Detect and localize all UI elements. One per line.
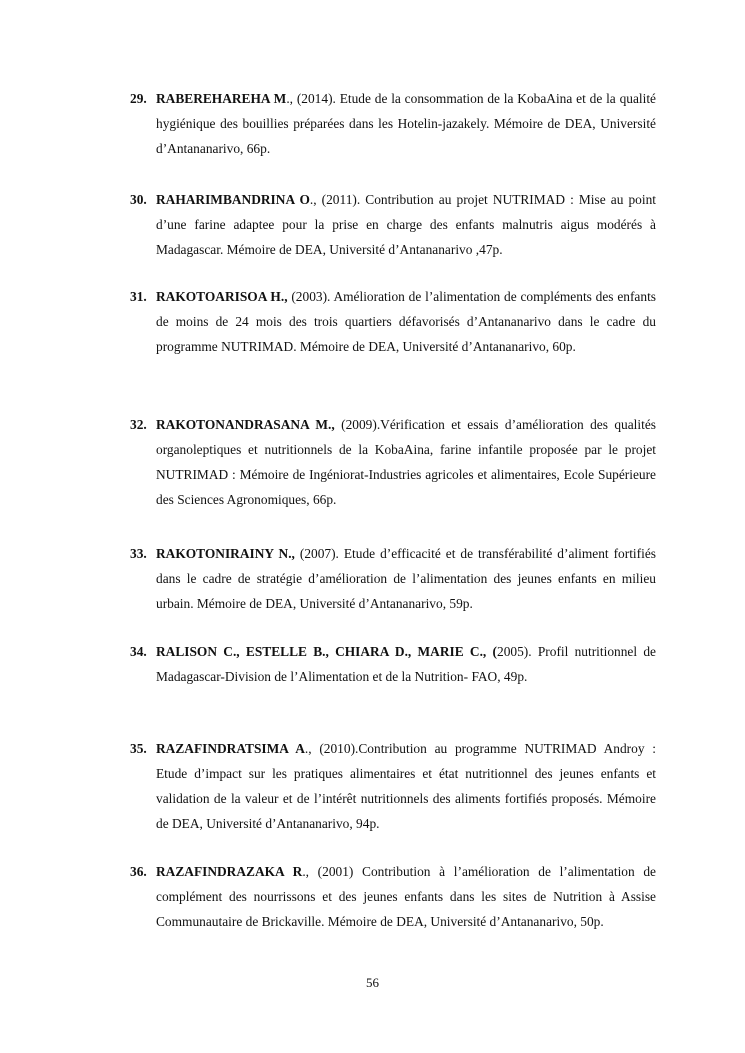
reference-text-block — [156, 736, 656, 836]
reference-number: 36. — [130, 864, 147, 879]
reference-number: 32. — [130, 417, 147, 432]
reference-author: RALISON C., ESTELLE B., CHIARA D., MARIE C., ( — [156, 644, 497, 659]
reference-item — [132, 639, 656, 689]
reference-text-block — [156, 86, 656, 161]
reference-text-block — [156, 284, 656, 359]
reference-author: RAKOTONANDRASANA M., — [156, 417, 335, 432]
reference-details: (2007). Etude d’efficacité et de transférabilité d’aliment fortifiés dans le cadre de stratégie d’amélioration de l’alimentation des jeunes enfants en milieu urbain. Mémoire de DEA, Université d’Antananarivo, 59p. — [156, 546, 656, 611]
reference-author: RAKOTOARISOA H., — [156, 289, 288, 304]
reference-item — [132, 86, 656, 161]
reference-details: ., (2010).Contribution au programme NUTRIMAD Androy : Etude d’impact sur les pratiques alimentaires et état nutritionnel des jeunes enfants et validation de la valeur et de l’intérêt nutritionnels des aliments fortifiés proposés. Mémoire de DEA, Université d’Antananarivo, 94p. — [156, 741, 656, 831]
reference-number: 35. — [130, 741, 147, 756]
reference-text-block — [156, 412, 656, 512]
reference-author: RAZAFINDRAZAKA R — [156, 864, 303, 879]
page-number: 56 — [366, 975, 379, 990]
reference-text-block — [156, 639, 656, 689]
reference-details: ., (2001) Contribution à l’amélioration de l’alimentation de complément des nourrissons et des jeunes enfants dans les sites de Nutrition à Assise Communautaire de Brickaville. Mémoire de DEA, Université d’Antananarivo, 50p. — [156, 864, 656, 929]
reference-item — [132, 412, 656, 512]
reference-item — [132, 541, 656, 616]
reference-text-block — [156, 187, 656, 262]
reference-number: 29. — [130, 91, 147, 106]
reference-item — [132, 736, 656, 836]
reference-details: ., (2011). Contribution au projet NUTRIMAD : Mise au point d’une farine adaptee pour la prise en charge des enfants malnutris aigus modérés à Madagascar. Mémoire de DEA, Université d’Antananarivo ,47p. — [156, 192, 656, 257]
reference-item — [132, 187, 656, 262]
reference-number: 30. — [130, 192, 147, 207]
reference-details: 2005). Profil nutritionnel de Madagascar-Division de l’Alimentation et de la Nutrition- FAO, 49p. — [156, 644, 656, 684]
reference-item — [132, 284, 656, 359]
reference-details: (2003). Amélioration de l’alimentation de compléments des enfants de moins de 24 mois des trois quartiers défavorisés d’Antananarivo dans le cadre du programme NUTRIMAD. Mémoire de DEA, Université d’Antananarivo, 60p. — [156, 289, 656, 354]
reference-author: RAZAFINDRATSIMA A — [156, 741, 305, 756]
reference-item — [132, 859, 656, 934]
reference-number: 33. — [130, 546, 147, 561]
reference-number: 34. — [130, 644, 147, 659]
reference-details: (2009).Vérification et essais d’amélioration des qualités organoleptiques et nutritionnels de la KobaAina, farine infantile proposée par le projet NUTRIMAD : Mémoire de Ingéniorat-Industries agricoles et alimentaires, Ecole Supérieure des Sciences Agronomiques, 66p. — [156, 417, 656, 507]
reference-number: 31. — [130, 289, 147, 304]
reference-author: RAHARIMBANDRINA O — [156, 192, 310, 207]
reference-text-block — [156, 859, 656, 934]
reference-author: RABEREHAREHA M — [156, 91, 287, 106]
reference-details: ., (2014). Etude de la consommation de la KobaAina et de la qualité hygiénique des bouillies préparées dans les Hotelin-jazakely. Mémoire de DEA, Université d’Antananarivo, 66p. — [156, 91, 657, 156]
reference-author: RAKOTONIRAINY N., — [156, 546, 295, 561]
reference-text-block — [156, 541, 656, 616]
